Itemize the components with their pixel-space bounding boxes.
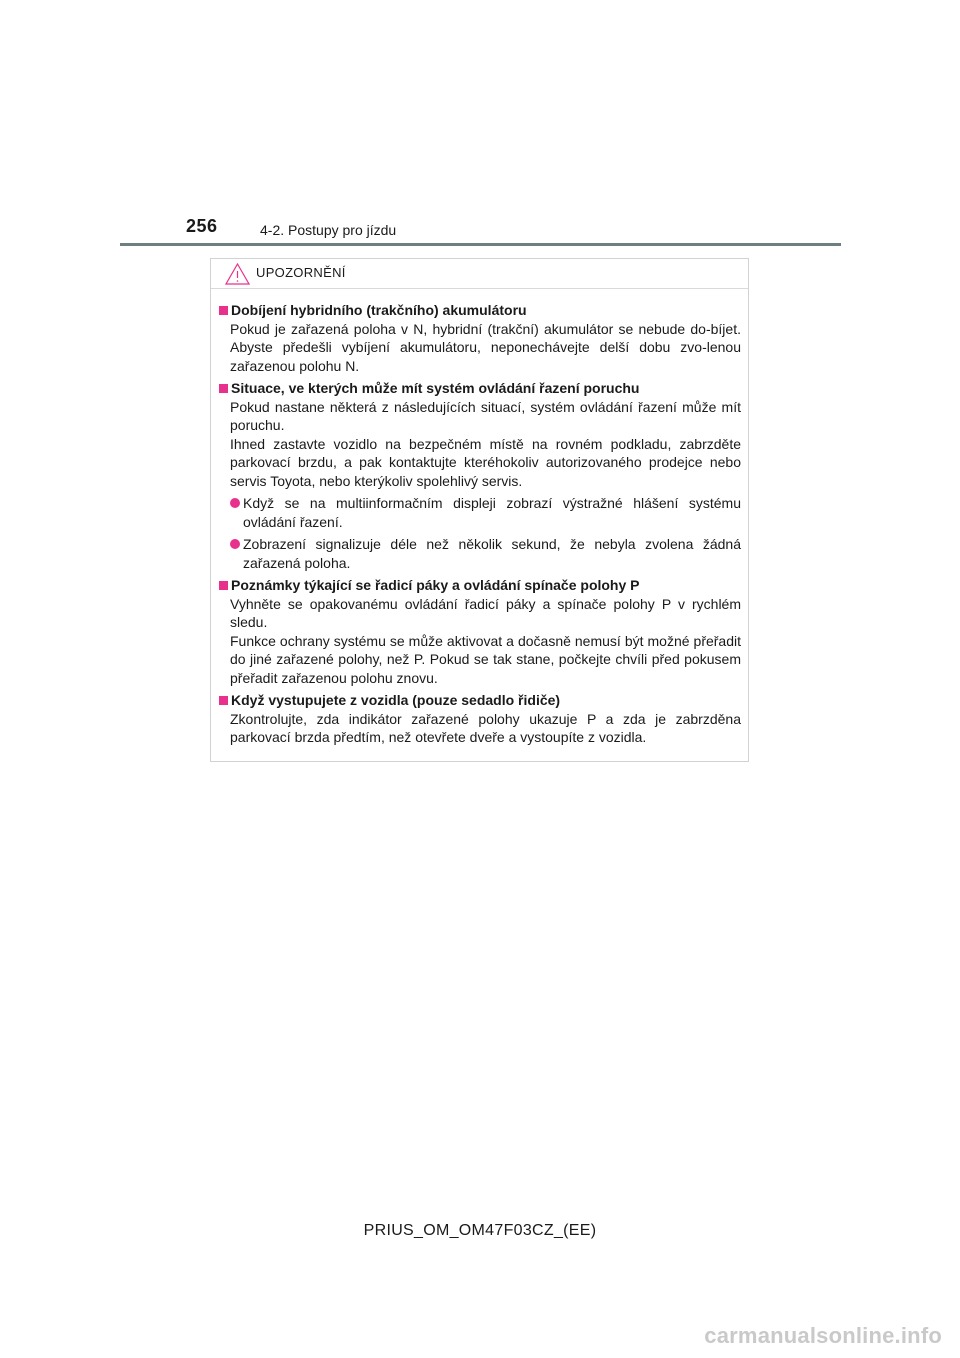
list-item-text: Zobrazení signalizuje déle než několik sekund, že nebyla zvolena žádná zařazená poloha. [243,536,741,571]
topic-heading: Když vystupujete z vozidla (pouze sedadlo řidiče) [231,692,561,708]
topic-shift-system-malfunction [219,379,741,572]
square-bullet-icon [219,581,228,590]
watermark: carmanualsonline.info [704,1323,942,1348]
warning-triangle-icon [225,263,250,285]
topic-paragraph: Vyhněte se opakovanému ovládání řadicí páky a spínače polohy P v rychlém sledu. [230,595,741,630]
topic-heading: Situace, ve kterých může mít systém ovládání řazení poruchu [231,380,640,396]
topic-paragraph: Zkontrolujte, zda indikátor zařazené polohy ukazuje P a zda je zabrzděna parkovací brzda předtím, než otevřete dveře a vystoupíte z vozidla. [230,710,741,745]
list-item [230,494,741,531]
section-title: 4-2. Postupy pro jízdu [260,222,397,238]
topic-paragraph: Pokud je zařazená poloha v N, hybridní (trakční) akumulátor se nebude do-bíjet. Abyste předešli vybíjení akumulátoru, neponechávejte delší dobu zvo-lenou zařazenou polohu N. [230,320,741,374]
document-code: PRIUS_OM_OM47F03CZ_(EE) [363,1222,597,1239]
round-bullet-icon [230,498,240,508]
square-bullet-icon [219,306,228,315]
topic-hybrid-battery-charging [219,301,741,375]
warning-header [211,259,748,289]
warning-box [210,258,749,762]
warning-body [211,289,748,747]
page-header [0,0,960,250]
topic-paragraph: Ihned zastavte vozidlo na bezpečném místě na rovném podkladu, zabrzděte parkovací brzdu, a pak kontaktujte kteréhokoliv autorizovaného prodejce nebo servis Toyota, nebo kterýkoliv spolehlivý servis. [230,435,741,489]
topic-heading: Dobíjení hybridního (trakčního) akumulátoru [231,302,527,318]
topic-heading: Poznámky týkající se řadicí páky a ovládání spínače polohy P [231,577,640,593]
header-rule [120,243,841,246]
square-bullet-icon [219,384,228,393]
topic-shift-lever-notes [219,576,741,687]
topic-paragraph: Pokud nastane některá z následujících situací, systém ovládání řazení může mít poruchu. [230,398,741,433]
square-bullet-icon [219,696,228,705]
list-item-text: Když se na multiinformačním displeji zobrazí výstražné hlášení systému ovládání řazení. [243,495,741,530]
warning-title: UPOZORNĚNÍ [256,265,346,280]
round-bullet-icon [230,539,240,549]
topic-paragraph: Funkce ochrany systému se může aktivovat a dočasně nemusí být možné přeřadit do jiné zařazené polohy, než P. Pokud se tak stane, počkejte chvíli před pokusem přeřadit zařazenou polohu znovu. [230,632,741,686]
page-number: 256 [186,216,218,236]
topic-exiting-vehicle [219,691,741,747]
list-item [230,535,741,572]
